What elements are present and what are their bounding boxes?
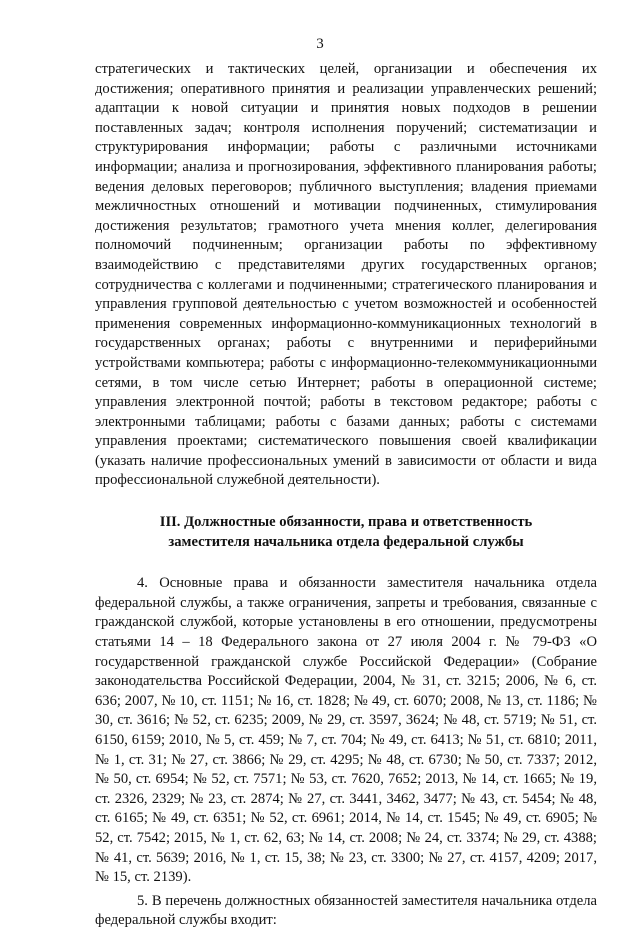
section-heading: [95, 513, 597, 552]
paragraph-skills-continuation: стратегических и тактических целей, организации и обеспечения их достижения; оперативного принятия и реализации управленческих решений; адаптации к новой ситуации и принятия новых подходов в решении поставленных задач; контроля исполнения поручений; систематизации и структурирования информации; работы с различными источниками информации; анализа и прогнозирования, эффективного планирования работы; ведения деловых переговоров; публичного выступления; владения приемами межличностных отношений и мотивации подчиненных, стимулирования достижения результатов; грамотного учета мнения коллег, делегирования полномочий подчиненным; организации работы по эффективному взаимодействию с представителями других государственных органов; сотрудничества с коллегами и подчиненными; стратегического планирования и управления групповой деятельностью с учетом возможностей и особенностей применения современных информационно-коммуникационных технологий в государственных органах; работы с внутренними и периферийными устройствами компьютера; работы с информационно-телекоммуникационными сетями, в том числе сетью Интернет; работы в операционной системе; управления электронной почтой; работы в текстовом редакторе; работы с электронными таблицами; работы с базами данных; работы с системами управления проектами; систематического повышения своей квалификации (указать наличие профессиональных умений в зависимости от области и вида профессиональной служебной деятельности).: [95, 61, 597, 489]
document-body: [95, 60, 597, 931]
section-heading-line-1: III. Должностные обязанности, права и ответственность: [159, 514, 533, 531]
section-heading-line-2: заместителя начальника отдела федеральной службы: [168, 533, 524, 550]
paragraph-item-5: 5. В перечень должностных обязанностей заместителя начальника отдела федеральной службы входит:: [95, 892, 597, 929]
page-number: 3: [316, 36, 324, 52]
paragraph-item-4: 4. Основные права и обязанности заместителя начальника отдела федеральной службы, а также ограничения, запреты и требования, связанные с гражданской службой, которые установлены в его отношении, предусмотрены статьями 14 – 18 Федерального закона от 27 июля 2004 г. № 79-ФЗ «О государственной гражданской службе Российской Федерации» (Собрание законодательства Российской Федерации, 2004, № 31, ст. 3215; 2006, № 6, ст. 636; 2007, № 10, ст. 1151; № 16, ст. 1828; № 49, ст. 6070; 2008, № 13, ст. 1186; № 30, ст. 3616; № 52, ст. 6235; 2009, № 29, ст. 3597, 3624; № 48, ст. 5719; № 51, ст. 6150, 6159; 2010, № 5, ст. 459; № 7, ст. 704; № 49, ст. 6413; № 51, ст. 6810; 2011, № 1, ст. 31; № 27, ст. 3866; № 29, ст. 4295; № 48, ст. 6730; № 50, ст. 7337; 2012, № 50, ст. 6954; № 52, ст. 7571; № 53, ст. 7620, 7652; 2013, № 14, ст. 1665; № 19, ст. 2326, 2329; № 23, ст. 2874; № 27, ст. 3441, 3462, 3477; № 43, ст. 5454; № 48, ст. 6165; № 49, ст. 6351; № 52, ст. 6961; 2014, № 14, ст. 1545; № 49, ст. 6905; № 52, ст. 7542; 2015, № 1, ст. 62, 63; № 14, ст. 2008; № 24, ст. 3374; № 29, ст. 4388; № 41, ст. 5639; 2016, № 1, ст. 15, 38; № 23, ст. 3300; № 27, ст. 4157, 4209; 2017, № 15, ст. 2139).: [95, 575, 597, 886]
